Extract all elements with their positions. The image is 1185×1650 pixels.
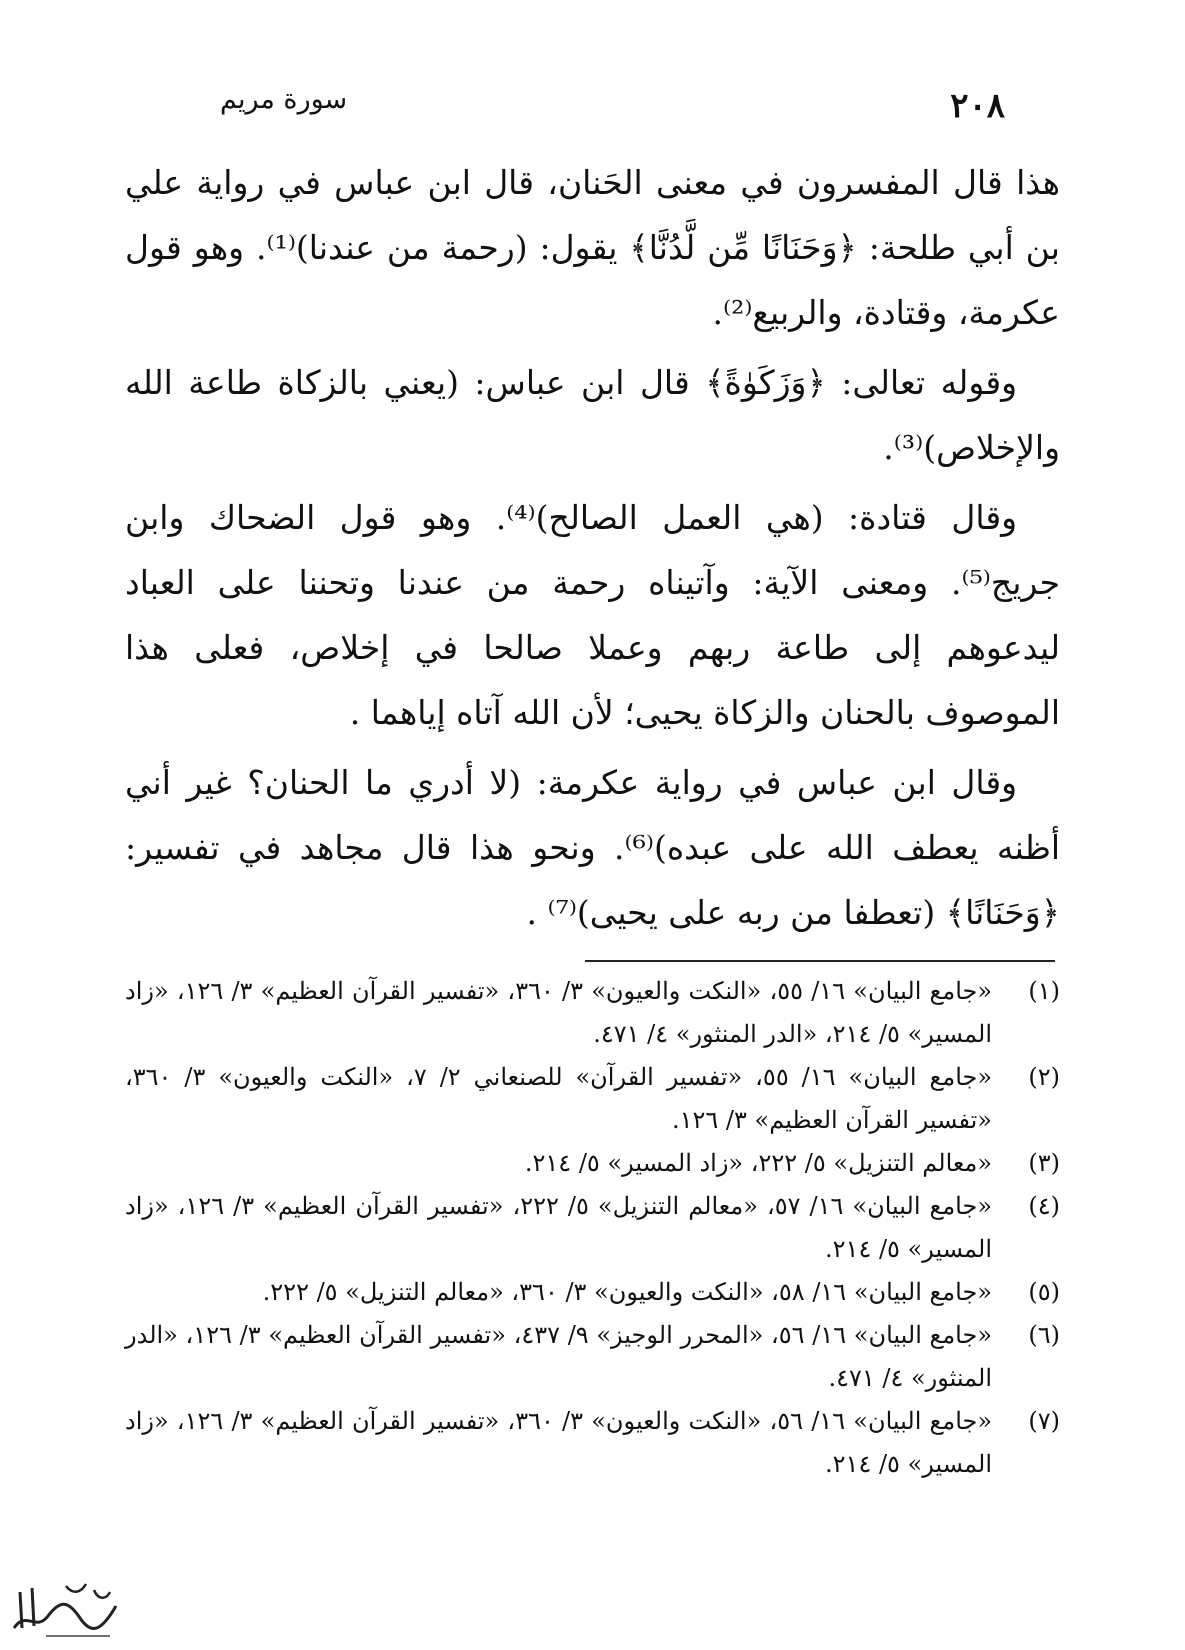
main-text [125,150,1060,950]
footnote-number: (٣) [1028,1149,1060,1177]
footnote-text: «جامع البيان» ١٦/ ٥٧، «معالم التنزيل» ٥/ ٢٢٢، «تفسير القرآن العظيم» ٣/ ١٢٦، «زاد المسير» ٥/ ٢١٤. [125,1192,993,1263]
footnote-number: (١) [1028,977,1060,1005]
footnote-text: «جامع البيان» ١٦/ ٥٦، «النكت والعيون» ٣/ ٣٦٠، «تفسير القرآن العظيم» ٣/ ١٢٦، «زاد المسير» ٥/ ٢١٤. [125,1407,993,1478]
footnote-text: «جامع البيان» ١٦/ ٥٦، «المحرر الوجيز» ٩/ ٤٣٧، «تفسير القرآن العظيم» ٣/ ١٢٦، «الدر المنثور» ٤/ ٤٧١. [125,1321,993,1392]
footnote [125,970,1060,1056]
paragraph: وقال قتادة: (هي العمل الصالح)⁽⁴⁾. وهو قول الضحاك وابن جريج⁽⁵⁾. ومعنى الآية: وآتيناه رحمة من عندنا وتحننا على العباد ليدعوهم إلى طاعة ربهم وعملا صالحا في إخلاص، فعلى هذا الموصوف بالحنان والزكاة يحيى؛ لأن الله آتاه إياهما . [125,498,1060,732]
footnote-number: (٦) [1028,1321,1060,1349]
footnote [125,1400,1060,1486]
footnote [125,1185,1060,1271]
footnote-text: «جامع البيان» ١٦/ ٥٥، «تفسير القرآن» للصنعاني ٢/ ٧، «النكت والعيون» ٣/ ٣٦٠، «تفسير القرآن العظيم» ٣/ ١٢٦. [125,1063,993,1134]
footnote-number: (٢) [1028,1063,1060,1091]
page-header [180,70,1005,130]
paragraph: وقوله تعالى: ﴿وَزَكَوٰةً﴾ قال ابن عباس: (يعني بالزكاة طاعة الله والإخلاص)⁽³⁾. [125,363,1060,467]
footnote [125,1314,1060,1400]
page-number: ٢٠٨ [950,86,1005,126]
footnote-divider [585,960,1055,962]
calligraphy-logo-icon [6,1570,124,1642]
running-title: سورة مريم [220,84,348,115]
footnotes [125,970,1060,1486]
paragraph: هذا قال المفسرون في معنى الحَنان، قال ابن عباس في رواية علي بن أبي طلحة: ﴿وَحَنَانًا مِّن لَّدُنَّا﴾ يقول: (رحمة من عندنا)⁽¹⁾. وهو قول عكرمة، وقتادة، والربيع⁽²⁾. [125,163,1060,332]
footnote [125,1271,1060,1314]
footnote-text: «جامع البيان» ١٦/ ٥٥، «النكت والعيون» ٣/ ٣٦٠، «تفسير القرآن العظيم» ٣/ ١٢٦، «زاد المسير» ٥/ ٢١٤، «الدر المنثور» ٤/ ٤٧١. [125,977,993,1048]
footnote [125,1142,1060,1185]
paragraph: وقال ابن عباس في رواية عكرمة: (لا أدري ما الحنان؟ غير أني أظنه يعطف الله على عبده)⁽⁶⁾. ونحو هذا قال مجاهد في تفسير: ﴿وَحَنَانًا﴾ (تعطفا من ربه على يحيى)⁽⁷⁾ . [125,763,1061,932]
footnote-number: (٧) [1028,1407,1060,1435]
footnote [125,1056,1060,1142]
footnote-text: «جامع البيان» ١٦/ ٥٨، «النكت والعيون» ٣/ ٣٦٠، «معالم التنزيل» ٥/ ٢٢٢. [262,1278,992,1306]
footnote-number: (٥) [1028,1278,1060,1306]
footnote-number: (٤) [1028,1192,1060,1220]
footnote-text: «معالم التنزيل» ٥/ ٢٢٢، «زاد المسير» ٥/ ٢١٤. [524,1149,992,1177]
